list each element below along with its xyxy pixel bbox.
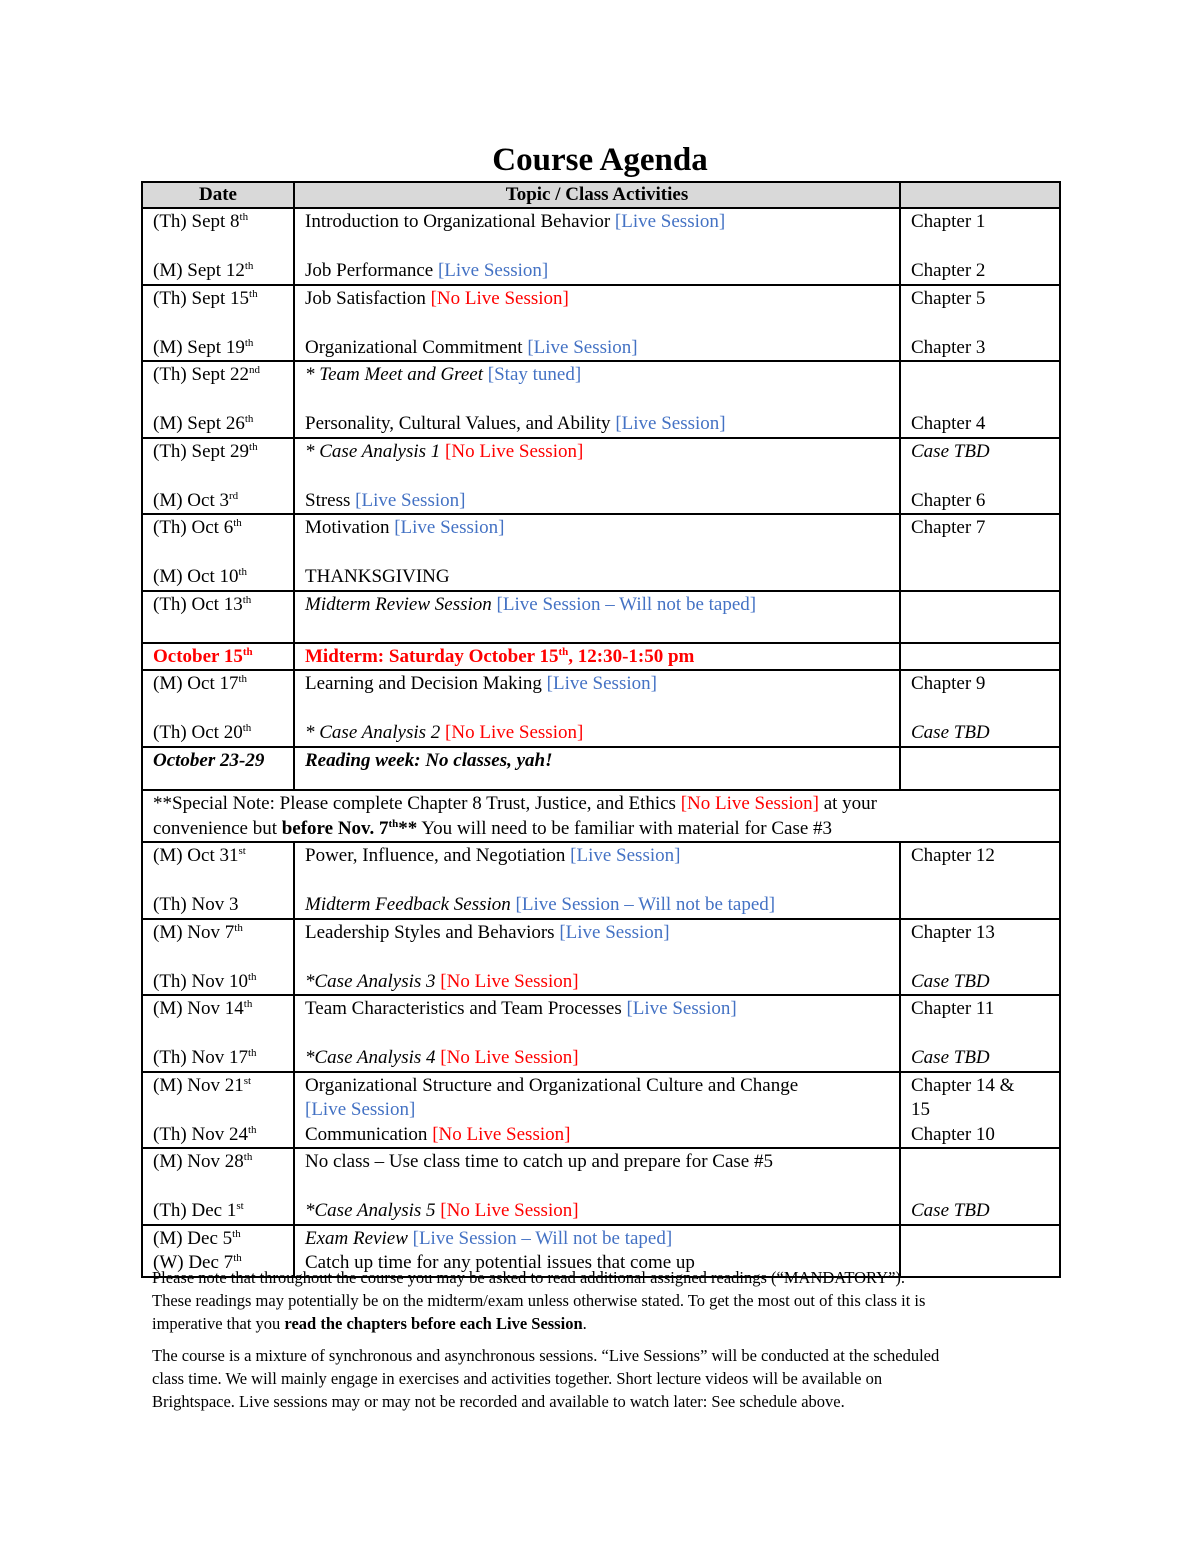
table-row: (M) Oct 31st (Th) Nov 3 Power, Influence, and Negotiation [Live Session] Midterm Feedback Session [Live Session – Will not be taped] Chapter 12: [142, 842, 1060, 919]
table-row: (M) Nov 21st (Th) Nov 24th Organizational Structure and Organizational Culture and Change [Live Session] Communication [No Live Session] Chapter 14 & 15 Chapter 10: [142, 1072, 1060, 1149]
table-header-row: [142, 182, 1060, 208]
page-title: Course Agenda: [492, 142, 708, 178]
table-row: (Th) Sept 29th (M) Oct 3rd * Case Analysis 1 [No Live Session] Stress [Live Session] Case TBD Chapter 6: [142, 438, 1060, 515]
table-row-reading-week: October 23-29 Reading week: No classes, yah!: [142, 747, 1060, 791]
header-topic: Topic / Class Activities: [294, 182, 900, 208]
agenda-table: [141, 181, 1061, 1278]
header-chapter: [900, 182, 1060, 208]
special-note-row: **Special Note: Please complete Chapter 8 Trust, Justice, and Ethics [No Live Session] at your convenience but before Nov. 7th** You will need to be familiar with material for Case #3: [142, 790, 1060, 842]
footer-notes: [152, 1266, 1062, 1422]
note-paragraph-sessions: The course is a mixture of synchronous and asynchronous sessions. “Live Sessions” will be conducted at the scheduled class time. We will mainly engage in exercises and activities together. Short lecture videos will be available on Brightspace. Live sessions may or may not be recorded and available to watch later: See schedule above.: [152, 1346, 940, 1411]
header-date: Date: [142, 182, 294, 208]
table-row: (Th) Sept 22nd (M) Sept 26th * Team Meet and Greet [Stay tuned] Personality, Cultural Values, and Ability [Live Session] Chapter 4: [142, 361, 1060, 438]
table-row: (M) Oct 17th (Th) Oct 20th Learning and Decision Making [Live Session] * Case Analysis 2 [No Live Session] Chapter 9 Case TBD: [142, 670, 1060, 747]
table-row: (M) Nov 7th (Th) Nov 10th Leadership Styles and Behaviors [Live Session] *Case Analysis 3 [No Live Session] Chapter 13 Case TBD: [142, 919, 1060, 996]
table-row: (Th) Sept 15th (M) Sept 19th Job Satisfaction [No Live Session] Organizational Commitment [Live Session] Chapter 5 Chapter 3: [142, 285, 1060, 362]
table-row: (Th) Sept 8th (M) Sept 12th Introduction to Organizational Behavior [Live Session] Job Performance [Live Session] Chapter 1 Chapter 2: [142, 208, 1060, 285]
note-paragraph-readings: Please note that throughout the course you may be asked to read additional assigned readings (“MANDATORY”). These readings may potentially be on the midterm/exam unless otherwise stated. To get the most out of this class it is imperative that you read the chapters before each Live Session.: [152, 1268, 926, 1333]
table-row: (Th) Oct 13th Midterm Review Session [Live Session – Will not be taped]: [142, 591, 1060, 643]
table-row: (M) Nov 28th (Th) Dec 1st No class – Use class time to catch up and prepare for Case #5 *Case Analysis 5 [No Live Session] Case TBD: [142, 1148, 1060, 1225]
table-row-midterm: October 15th Midterm: Saturday October 15th, 12:30-1:50 pm: [142, 643, 1060, 671]
table-row: (M) Nov 14th (Th) Nov 17th Team Characteristics and Team Processes [Live Session] *Case Analysis 4 [No Live Session] Chapter 11 Case TBD: [142, 995, 1060, 1072]
table-row: (Th) Oct 6th (M) Oct 10th Motivation [Live Session] THANKSGIVING Chapter 7: [142, 514, 1060, 591]
table-row: (M) Dec 5th (W) Dec 7th Exam Review [Live Session – Will not be taped] Catch up time for any potential issues that come up: [142, 1225, 1060, 1277]
